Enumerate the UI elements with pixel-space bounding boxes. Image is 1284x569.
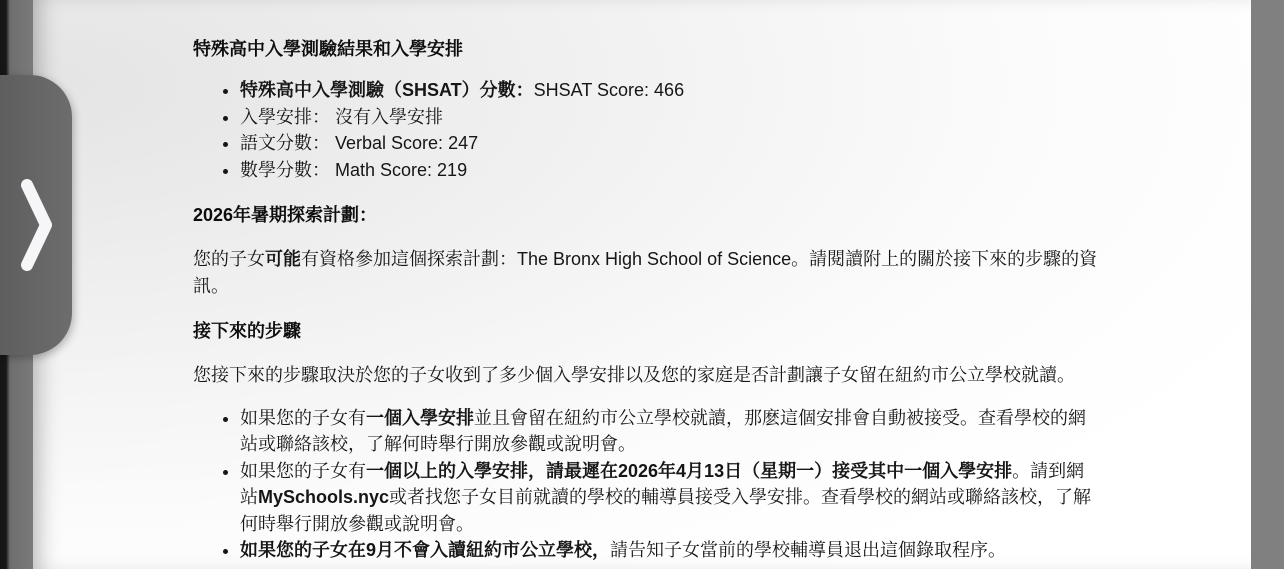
document-page <box>33 0 1251 569</box>
right-rail <box>1251 0 1284 569</box>
summer-program-paragraph: 您的子女可能有資格參加這個探索計劃：The Bronx High School of Science。請閱讀附上的關於接下來的步驟的資訊。 <box>193 249 1098 296</box>
list-item-verbal-score: • 語文分數： Verbal Score: 247 <box>240 130 1099 157</box>
letter-content <box>193 36 1099 564</box>
next-steps-intro: 您接下來的步驟取決於您的子女收到了多少個入學安排以及您的家庭是否計劃讓子女留在紐約市公立學校就讀。 <box>193 365 1075 385</box>
results-heading: 特殊高中入學測驗結果和入學安排 <box>193 39 463 59</box>
summer-program-heading: 2026年暑期探索計劃： <box>193 205 378 225</box>
list-item-not-attending: • 如果您的子女在9月不會入讀紐約市公立學校，請告知子女當前的學校輔導員退出這個錄取程序。 <box>240 537 1099 564</box>
next-steps-list <box>193 405 1099 564</box>
chevron-right-icon <box>20 177 52 273</box>
list-item-offer: • 入學安排： 沒有入學安排 <box>240 104 1099 131</box>
expand-panel-button[interactable] <box>0 75 72 355</box>
list-item-one-offer: • 如果您的子女有一個入學安排並且會留在紐約市公立學校就讀，那麽這個安排會自動被接受。查看學校的網站或聯絡該校，了解何時舉行開放參觀或說明會。 <box>240 405 1099 458</box>
next-steps-heading: 接下來的步驟 <box>193 321 301 341</box>
list-item-multiple-offers: • 如果您的子女有一個以上的入學安排，請最遲在2026年4月13日（星期一）接受其中一個入學安排。請到網站MySchools.nyc或者找您子女目前就讀的學校的輔導員接受入學安排。查看學校的網站或聯絡該校，了解何時舉行開放參觀或說明會。 <box>240 458 1099 538</box>
score-list <box>193 77 1099 183</box>
list-item-math-score: • 數學分數： Math Score: 219 <box>240 157 1099 184</box>
list-item-shsat-score: • 特殊高中入學測驗（SHSAT）分數：SHSAT Score: 466 <box>240 77 1099 104</box>
